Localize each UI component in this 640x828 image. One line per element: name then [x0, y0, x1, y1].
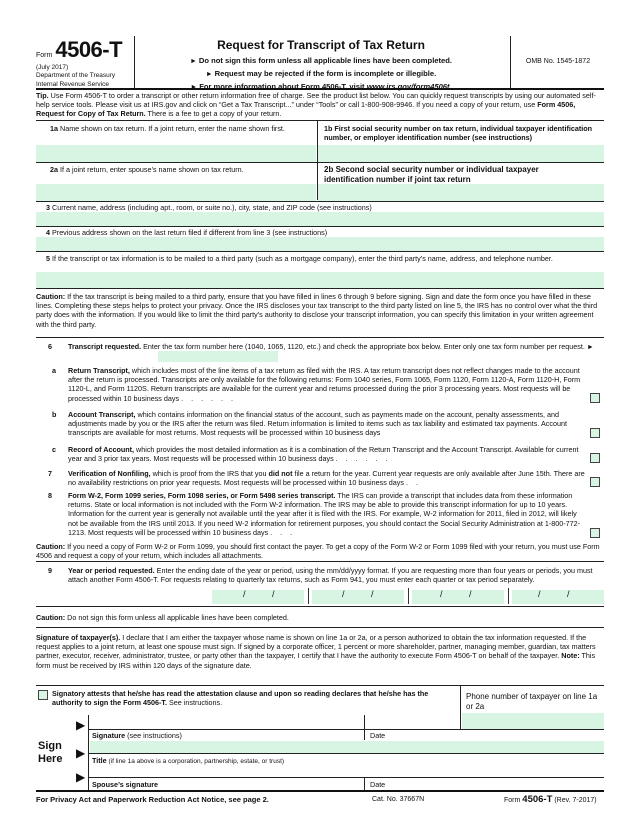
line-9-number: 9	[48, 566, 52, 575]
line-1-rule	[36, 162, 604, 163]
signature-field[interactable]	[90, 741, 604, 753]
year-period-1-field[interactable]	[212, 590, 304, 604]
title-rule	[88, 777, 604, 778]
line-3-label: 3 Current name, address (including apt., room, or suite no.), city, state, and ZIP code (see instructions)	[46, 203, 372, 212]
line-2a-label: 2a If a joint return, enter spouse’s name shown on tax return.	[50, 165, 244, 174]
line-5-field[interactable]	[36, 272, 604, 288]
year-3-slash-b: /	[469, 589, 472, 599]
title-label: Title (if line 1a above is a corporation, partnership, estate, or trust)	[92, 756, 285, 765]
line-3-field[interactable]	[36, 212, 604, 226]
information-return-checkbox[interactable]	[590, 528, 600, 538]
year-3-slash-a: /	[440, 589, 443, 599]
omb-number: OMB No. 1545-1872	[525, 58, 591, 65]
signature-rule-2	[88, 753, 604, 754]
line-8-number: 8	[48, 491, 52, 500]
sign-arrow-2: ▶	[76, 746, 86, 760]
date-1-label: Date	[370, 731, 386, 740]
line-1a-label: 1a Name shown on tax return. If a joint return, enter the name shown first.	[50, 124, 285, 133]
line-2b-field[interactable]	[318, 184, 604, 201]
irs-label: Internal Revenue Service	[36, 80, 109, 88]
caution-1-rule	[36, 337, 604, 338]
caution-3-rule	[36, 627, 604, 628]
header-bullet-3: ► For more information about Form 4506-T, visit www.irs.gov/form4506t.	[190, 82, 452, 92]
signature-rule-top	[88, 729, 604, 730]
year-period-2-field[interactable]	[312, 590, 404, 604]
header-bullet-1: ► Do not sign this form unless all applicable lines have been completed.	[189, 56, 453, 66]
line-9-rule	[36, 606, 604, 607]
form-revision: (July 2017)	[36, 64, 69, 72]
caution-w2: Caution: If you need a copy of Form W-2 or Form 1099, you should first contact the payer. To get a copy of the Form W-2 or Form 1099 filed with your return, you must use Form 4506 and request a copy of your return, which includes all attachments.	[36, 542, 600, 561]
tip-rule	[36, 120, 604, 121]
header-rule	[36, 88, 604, 90]
catalog-number: Cat. No. 37667N	[372, 796, 425, 803]
phone-divider	[460, 685, 461, 730]
line-4-label: 4 Previous address shown on the last return filed if different from line 3 (see instructions)	[46, 228, 328, 237]
line-1a-field[interactable]	[36, 145, 316, 162]
tip-paragraph: Tip. Use Form 4506-T to order a transcript or other return information free of charge. See the product list below. You can quickly request transcripts by using our automated self-help service tools. Please visit us at IRS.gov and click on “Get a Tax Transcript...” under “Tools” or call 1-800-908-9946. If you need a copy of your return, use Form 4506, Request for Copy of Tax Return. There is a fee to get a copy of your return.	[36, 91, 596, 119]
form-number: 4506-T	[55, 37, 123, 62]
year-sep-3	[508, 588, 509, 604]
sign-arrow-1: ▶	[76, 718, 86, 732]
nonfiling-checkbox[interactable]	[590, 477, 600, 487]
line-2-rule	[36, 201, 604, 202]
line-6c-letter: c	[52, 445, 56, 454]
caution-sign: Caution: Do not sign this form unless all applicable lines have been completed.	[36, 613, 289, 622]
declaration-rule	[36, 685, 604, 686]
line-4-rule	[36, 251, 604, 252]
line-6c-text: Record of Account, which provides the most detailed information as it is a combination of the Return Transcript and the Account Transcript. Available for current year and 3 prior tax years. Most requests will be processed within 10 business days . . . . . .	[68, 445, 579, 464]
attestation-text: Signatory attests that he/she has read the attestation clause and upon so reading declares that he/she has the authority to sign the Form 4506-T. See instructions.	[52, 689, 429, 708]
year-period-4-field[interactable]	[512, 590, 604, 604]
line-6-text: Transcript requested. Enter the tax form number here (1040, 1065, 1120, etc.) and check the appropriate box below. Enter only one tax form number per request. ►	[68, 342, 594, 351]
phone-field[interactable]	[462, 713, 604, 729]
signature-declaration: Signature of taxpayer(s). I declare that I am either the taxpayer whose name is shown on line 1a or 2a, or a person authorized to obtain the tax information requested. If the request applies to a joint return, at least one spouse must sign. If signed by a corporate officer, 1 percent or more shareholder, partner, managing member, guardian, tax matters partner, executor, receiver, administrator, trustee, or party other than the taxpayer, I certify that I have the authority to execute Form 4506-T on behalf of the taxpayer. Note: This form must be received by IRS within 120 days of the signature date.	[36, 633, 596, 670]
date-1-divider	[364, 715, 365, 740]
year-sep-2	[408, 588, 409, 604]
line-6a-text: Return Transcript, which includes most of the line items of a tax return as filed with the IRS. A tax return transcript does not reflect changes made to the account after the return is processed. Transcripts are only available for the following returns: Form 1040 series, Form 1065, Form 1120, Form 1120-A, Form 1120-H, Form 1120-L, and Form 1120S. Return transcripts are available for the current year and returns processed during the prior 3 processing years. Most requests will be processed within 10 business days . . . . . .	[68, 366, 581, 403]
year-period-3-field[interactable]	[412, 590, 504, 604]
form-label: Form	[36, 52, 53, 60]
irs-link[interactable]: www.irs.gov/form4506t	[366, 82, 450, 92]
year-1-slash-b: /	[272, 589, 275, 599]
year-4-slash-a: /	[538, 589, 541, 599]
privacy-notice: For Privacy Act and Paperwork Reduction Act Notice, see page 2.	[36, 795, 269, 804]
line-8-text: Form W-2, Form 1099 series, Form 1098 series, or Form 5498 series transcript. The IRS can provide a transcript that includes data from these information returns. State or local information is not included with the Form W-2 information. The IRS may be able to provide this transcript information for up to 10 years. Information for the current year is generally not available until the year after it is filed with the IRS. For example, W-2 information for 2011, filed in 2012, will likely not be available from the IRS until 2013. If you need W-2 information for retirement purposes, you should contact the Social Security Administration at 1-800-772-1213. Most requests will be processed within 10 business days . . .	[68, 491, 581, 537]
year-2-slash-a: /	[342, 589, 345, 599]
year-4-slash-b: /	[567, 589, 570, 599]
header-bullet-2: ► Request may be rejected if the form is incomplete or illegible.	[205, 69, 437, 79]
line-9-text: Year or period requested. Enter the ending date of the year or period, using the mm/dd/yyyy format. If you are requesting more than four years or periods, you must attach another Form 4506-T. For requests relating to quarterly tax returns, such as Form 941, you must enter each quarter or tax period separately.	[68, 566, 593, 585]
header-divider-right	[510, 36, 511, 88]
form-id-block	[36, 36, 132, 89]
line-6-number: 6	[48, 342, 52, 351]
line-7-number: 7	[48, 469, 52, 478]
form-title-block	[136, 38, 506, 93]
department: Department of the Treasury	[36, 72, 116, 80]
line-6b-text: Account Transcript, which contains information on the financial status of the account, such as payments made on the account, penalty assessments, and adjustments made by you or the IRS after the return was filed. Return information is limited to items such as tax liability and estimated tax payments. Account transcripts are available for most returns. Most requests will be processed within 10 business days	[68, 410, 567, 438]
header-divider-left	[134, 36, 135, 88]
return-transcript-checkbox[interactable]	[590, 393, 600, 403]
record-of-account-checkbox[interactable]	[590, 453, 600, 463]
footer-rule	[36, 790, 604, 792]
phone-label: Phone number of taxpayer on line 1a or 2a	[466, 692, 598, 712]
form-title: Request for Transcript of Tax Return	[217, 38, 425, 52]
signature-label: Signature (see instructions)	[92, 731, 182, 740]
tax-form-number-field[interactable]	[158, 351, 278, 362]
caution-third-party: Caution: If the tax transcript is being mailed to a third party, ensure that you have filled in lines 6 through 9 before signing. Sign and date the form once you have filled in these lines. Completing these steps helps to protect your privacy. Once the IRS discloses your tax transcript to the third party listed on line 5, the IRS has no control over what the third party does with the information. If you would like to limit the third party’s authority to disclose your transcript information, you can specify this limitation in your written agreement with the third party.	[36, 292, 598, 329]
date-2-divider	[364, 777, 365, 791]
line-1b-field[interactable]	[318, 145, 604, 162]
account-transcript-checkbox[interactable]	[590, 428, 600, 438]
footer-form-id: Form 4506-T (Rev. 7-2017)	[504, 794, 597, 805]
year-sep-1	[308, 588, 309, 604]
line-2b-label: 2b Second social security number or individual taxpayer identification number if joint tax return	[324, 165, 539, 185]
line-2a-field[interactable]	[36, 184, 316, 201]
year-2-slash-b: /	[371, 589, 374, 599]
line-3-rule	[36, 226, 604, 227]
sign-arrow-3: ▶	[76, 770, 86, 784]
date-2-label: Date	[370, 780, 386, 789]
caution-2-rule	[36, 561, 604, 562]
line-5-rule	[36, 288, 604, 289]
year-1-slash-a: /	[243, 589, 246, 599]
spouse-signature-label: Spouse’s signature	[92, 780, 159, 789]
line-1b-label: 1b First social security number on tax return, individual taxpayer identification number, or employer identification number (see instructions)	[324, 124, 593, 143]
line-7-text: Verification of Nonfiling, which is proof from the IRS that you did not file a return for the year. Current year requests are only available after June 15th. There are no availability restrictions on prior year requests. Most requests will be processed within 10 business days . .	[68, 469, 585, 488]
line-6b-letter: b	[52, 410, 57, 419]
attestation-checkbox[interactable]	[38, 690, 48, 700]
line-4-field[interactable]	[36, 237, 604, 251]
line-5-label: 5 If the transcript or tax information is to be mailed to a third party (such as a mortgage company), enter the third party’s name, address, and telephone number.	[46, 254, 553, 263]
sign-here-label: Sign Here	[38, 740, 63, 766]
line-6a-letter: a	[52, 366, 56, 375]
